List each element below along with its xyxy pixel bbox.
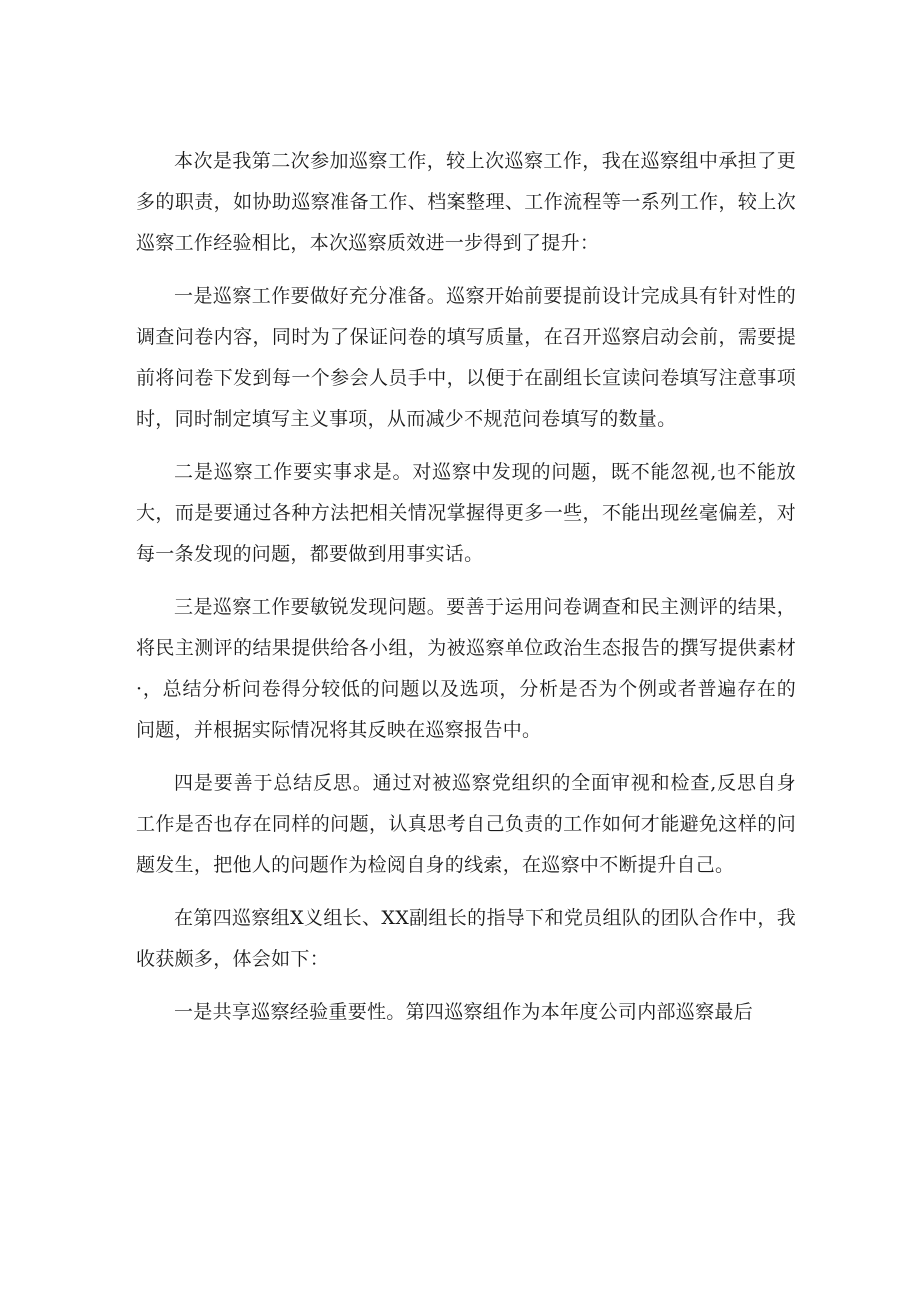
paragraph-gains-intro: 在第四巡察组X义组长、XX副组长的指导下和党员组队的团队合作中，我收获颇多，体会如下：: [136, 907, 796, 970]
paragraph-point-1: 一是巡察工作要做好充分准备。巡察开始前要提前设计完成具有针对性的调查问卷内容，同时为了保证问卷的填写质量，在召开巡察启动会前，需要提前将问卷下发到每一个参会人员手中，以便于在副组长宣读问卷填写注意事项时，同时制定填写主义事项，从而减少不规范问卷填写的数量。: [136, 285, 796, 430]
paragraph-gain-1: 一是共享巡察经验重要性。第四巡察组作为本年度公司内部巡察最后: [174, 1001, 754, 1023]
paragraph-point-4: 四是要善于总结反思。通过对被巡察党组织的全面审视和检查,反思自身工作是否也存在同样的问题，认真思考自己负责的工作如何才能避免这样的问题发生，把他人的问题作为检阅自身的线索，在巡察中不断提升自己。: [136, 772, 796, 876]
document-body: [136, 141, 796, 1045]
paragraph-point-3: 三是巡察工作要敏锐发现问题。要善于运用问卷调查和民主测评的结果，将民主测评的结果提供给各小组，为被巡察单位政治生态报告的撰写提供素材·，总结分析问卷得分较低的问题以及选项，分析是否为个例或者普遍存在的问题，并根据实际情况将其反映在巡察报告中。: [136, 596, 796, 741]
paragraph-point-2: 二是巡察工作要实事求是。对巡察中发现的问题，既不能忽视,也不能放大，而是要通过各种方法把相关情况掌握得更多一些，不能出现丝毫偏差，对每一条发现的问题，都要做到用事实话。: [136, 461, 796, 565]
paragraph-intro: 本次是我第二次参加巡察工作，较上次巡察工作，我在巡察组中承担了更多的职责，如协助巡察准备工作、档案整理、工作流程等一系列工作，较上次巡察工作经验相比，本次巡察质效进一步得到了提升：: [136, 150, 796, 254]
